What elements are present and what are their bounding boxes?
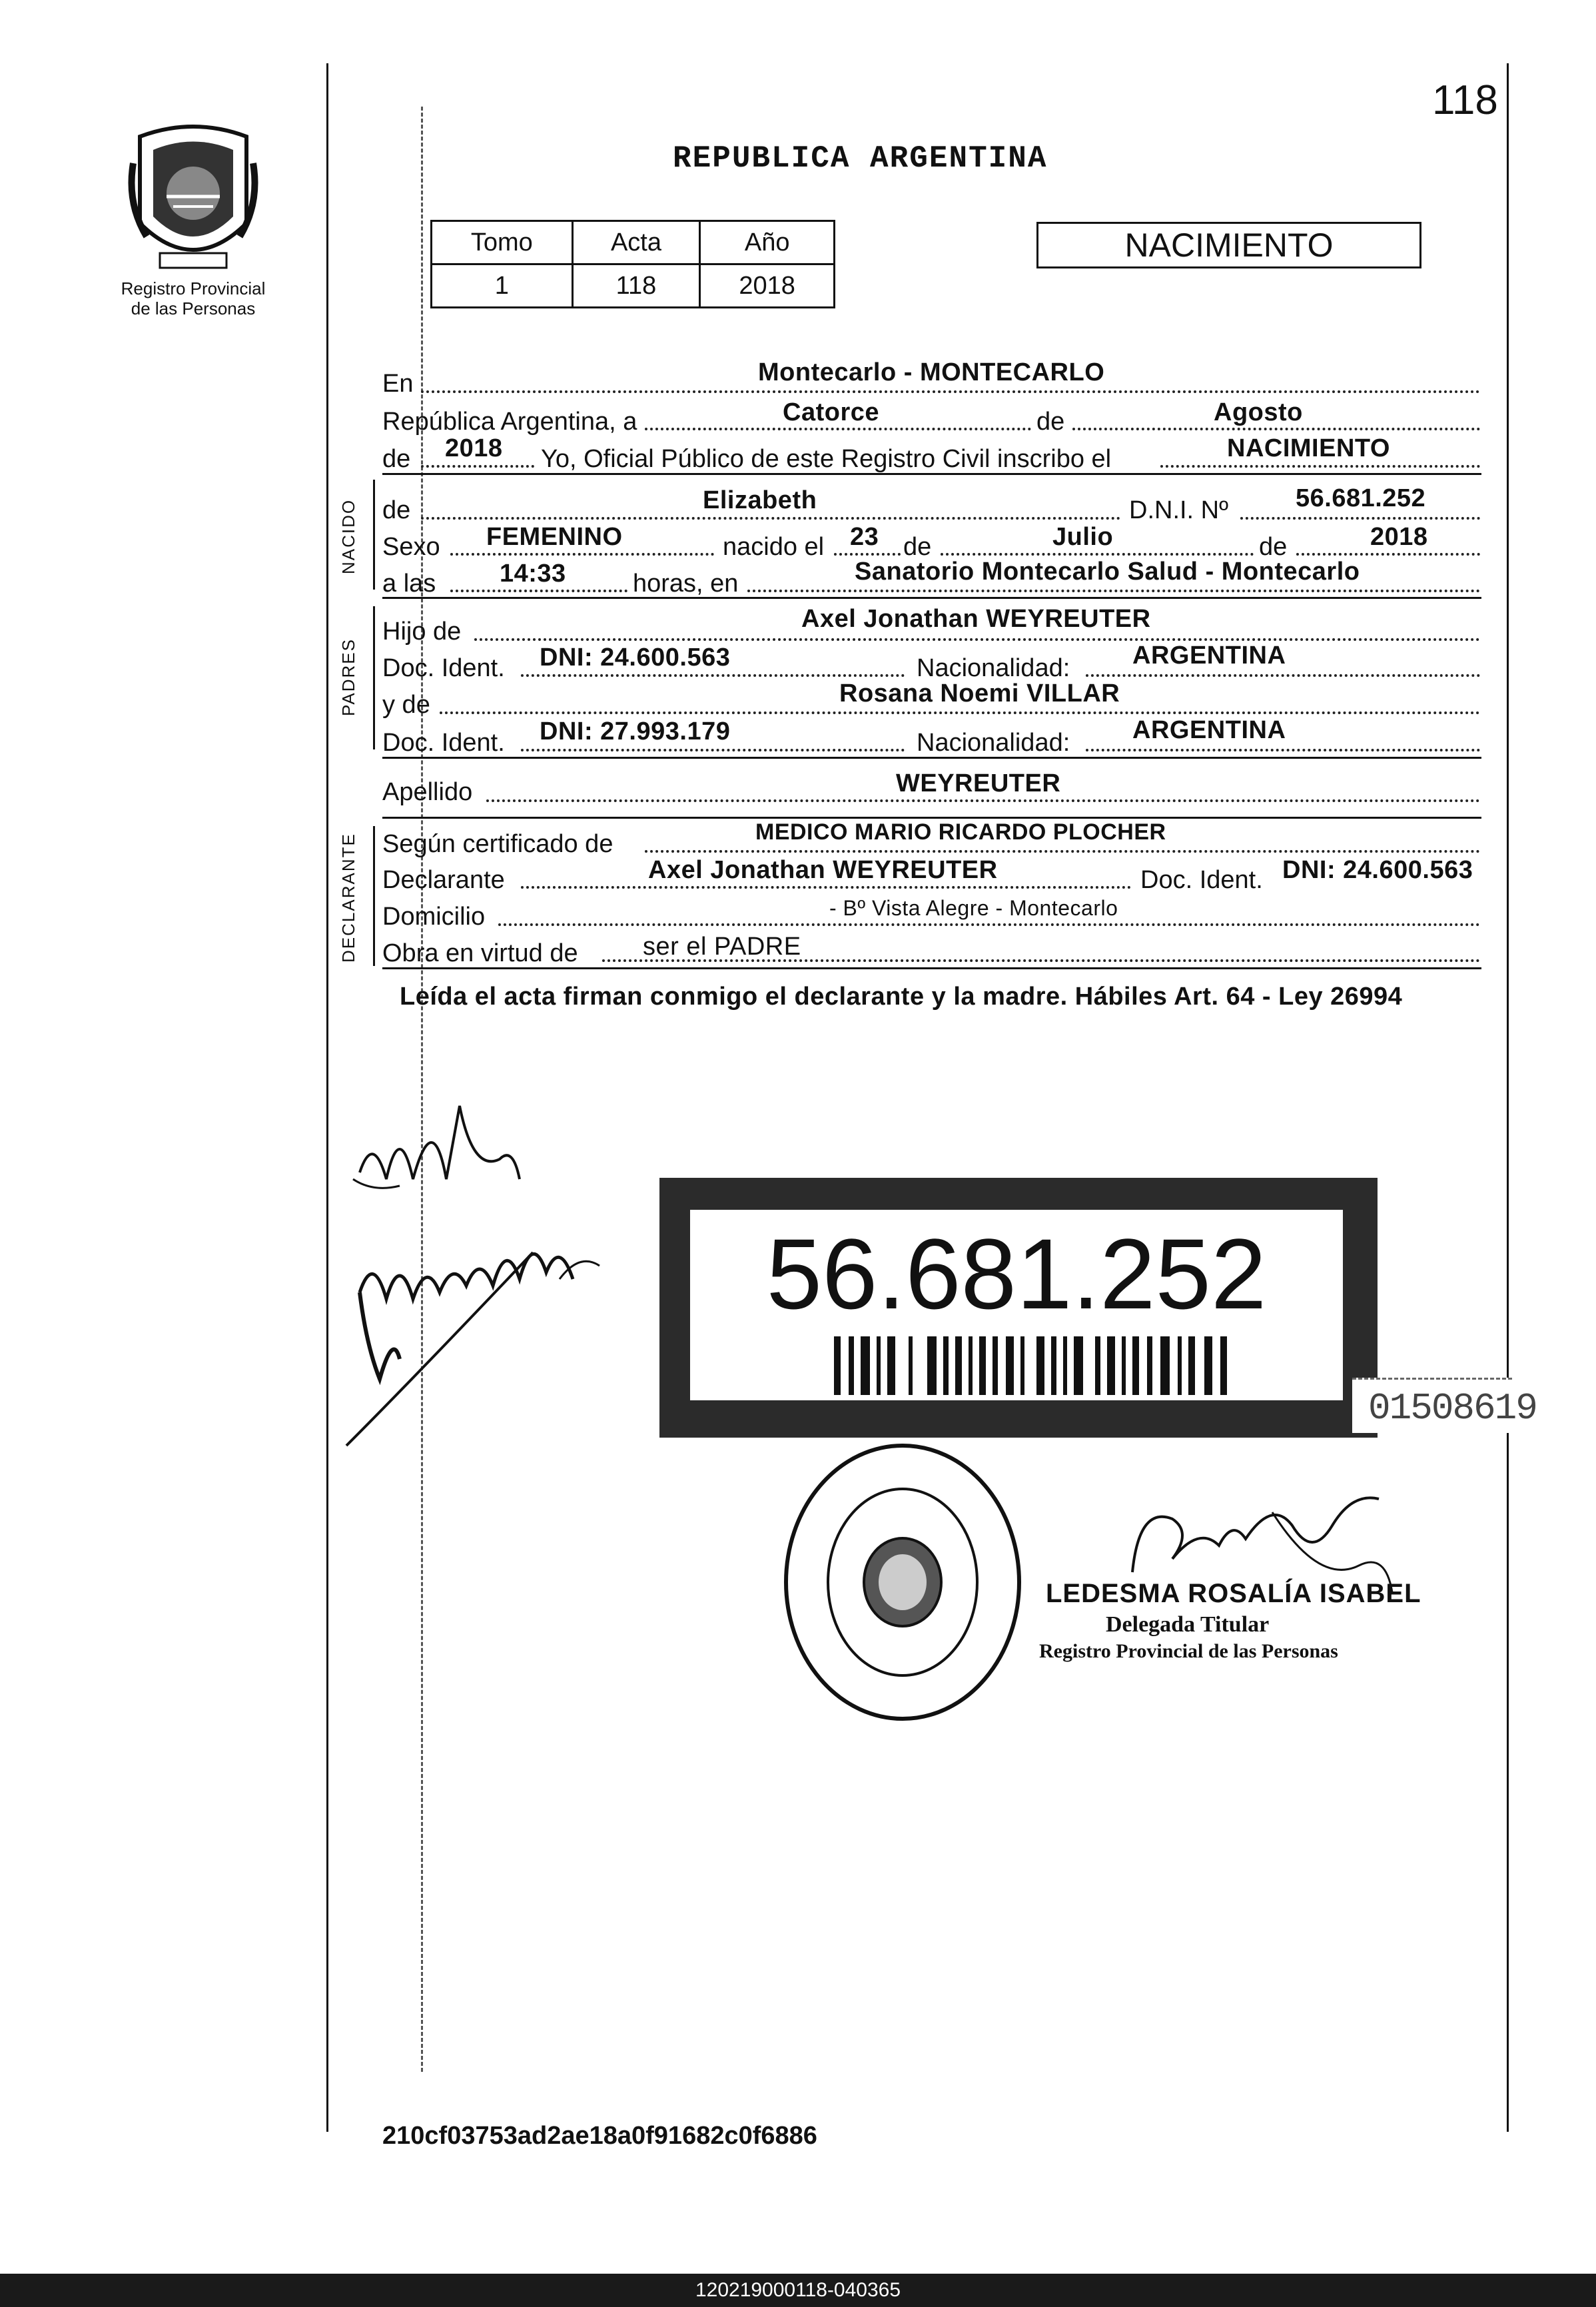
section-padres-label: PADRES xyxy=(338,638,358,716)
barcode xyxy=(834,1336,1234,1395)
madre-dots xyxy=(440,711,1480,714)
padre-nac-value: ARGENTINA xyxy=(1132,642,1286,670)
nacido-de-label-3: de xyxy=(1259,533,1288,561)
domicilio-dots xyxy=(498,923,1480,926)
oficial-label: Yo, Oficial Público de este Registro Civil inscribo el xyxy=(541,445,1112,473)
official-org: Registro Provincial de las Personas xyxy=(1039,1640,1338,1662)
year-value: 2018 xyxy=(445,434,503,462)
apellido-value: WEYREUTER xyxy=(896,769,1061,797)
obra-label: Obra en virtud de xyxy=(382,939,578,967)
signature-left-bottom xyxy=(333,1212,613,1466)
section-declarante-label: DECLARANTE xyxy=(338,833,358,963)
padre-doc-value: DNI: 24.600.563 xyxy=(540,644,731,672)
padre-doc-label: Doc. Ident. xyxy=(382,654,505,682)
dni-security-label xyxy=(659,1178,1378,1438)
separator-3 xyxy=(382,757,1481,759)
certificado-value: MEDICO MARIO RICARDO PLOCHER xyxy=(755,819,1166,845)
lugar-value: Sanatorio Montecarlo Salud - Montecarlo xyxy=(855,558,1360,586)
declarante-bracket xyxy=(373,826,375,966)
record-table-header xyxy=(432,221,835,264)
inscribo-value: NACIMIENTO xyxy=(1227,434,1390,462)
republica-label: República Argentina, a xyxy=(382,408,637,436)
provincia-misiones-logo xyxy=(127,123,260,283)
sexo-value: FEMENINO xyxy=(486,523,623,551)
nacido-de-label: de xyxy=(382,496,411,524)
en-label: En xyxy=(382,370,414,398)
day-dots xyxy=(645,428,1031,430)
year-dots xyxy=(421,465,534,468)
madre-doc-dots xyxy=(521,749,905,751)
domicilio-label: Domicilio xyxy=(382,903,486,931)
official-name: LEDESMA ROSALÍA ISABEL xyxy=(1046,1579,1421,1608)
madre-nac-value: ARGENTINA xyxy=(1132,716,1286,744)
apellido-label: Apellido xyxy=(382,778,473,806)
domicilio-value: - Bº Vista Alegre - Montecarlo xyxy=(829,896,1118,920)
madre-nac-dots xyxy=(1086,749,1480,751)
inscribo-dots xyxy=(1160,465,1480,468)
nacido-bracket xyxy=(373,480,375,590)
alas-label: a las xyxy=(382,570,436,598)
en-dots xyxy=(421,390,1480,393)
y-de-label: y de xyxy=(382,691,430,719)
nacido-el-label: nacido el xyxy=(723,533,825,561)
act-note: Leída el acta firman conmigo el declarante y la madre. Hábiles Art. 64 - Ley 26994 xyxy=(400,983,1403,1011)
obra-value: ser el PADRE xyxy=(643,933,801,961)
month-dots xyxy=(1072,428,1480,430)
act-type-box: NACIMIENTO xyxy=(1036,222,1421,268)
hora-value: 14:33 xyxy=(500,560,566,588)
nacido-de-label-2: de xyxy=(903,533,932,561)
declarante-dots xyxy=(521,886,1131,889)
hijo-de-label: Hijo de xyxy=(382,618,462,646)
section-nacido-label: NACIDO xyxy=(338,498,358,574)
padre-dots xyxy=(474,638,1480,641)
header-acta: Acta xyxy=(572,221,700,264)
logo-caption: Registro Provincial de las Personas xyxy=(121,278,266,318)
separator-4 xyxy=(382,817,1481,819)
official-role: Delegada Titular xyxy=(1106,1612,1270,1637)
declarante-doc-label: Doc. Ident. xyxy=(1140,866,1263,894)
declarante-value: Axel Jonathan WEYREUTER xyxy=(648,856,998,884)
dni-security-number: 56.681.252 xyxy=(766,1218,1267,1330)
value-acta: 118 xyxy=(572,264,700,308)
dni-value: 56.681.252 xyxy=(1296,484,1426,512)
header-tomo: Tomo xyxy=(432,221,573,264)
madre-doc-label: Doc. Ident. xyxy=(382,729,505,757)
dia-dots xyxy=(834,553,901,556)
dni-label-inner xyxy=(690,1210,1343,1400)
anio-value: 2018 xyxy=(1370,523,1428,551)
dni-label: D.N.I. Nº xyxy=(1129,496,1228,524)
value-anio: 2018 xyxy=(700,264,835,308)
header-anio: Año xyxy=(700,221,835,264)
madre-nac-label: Nacionalidad: xyxy=(917,729,1070,757)
separator-2 xyxy=(382,597,1481,599)
hora-dots xyxy=(450,590,627,592)
padre-value: Axel Jonathan WEYREUTER xyxy=(801,605,1151,633)
declarante-label: Declarante xyxy=(382,866,505,894)
de-label: de xyxy=(1036,408,1065,436)
mes-dots xyxy=(941,553,1254,556)
footer-code: 120219000118-040365 xyxy=(0,2274,1596,2307)
dni-dots xyxy=(1240,517,1480,520)
padre-nac-dots xyxy=(1086,674,1480,677)
nombre-value: Elizabeth xyxy=(703,486,817,514)
separator-1 xyxy=(382,473,1481,475)
signature-left-top xyxy=(346,1079,533,1206)
right-margin-line xyxy=(1507,63,1509,2132)
control-number: 01508619 xyxy=(1368,1387,1537,1430)
padre-nac-label: Nacionalidad: xyxy=(917,654,1070,682)
horas-en-label: horas, en xyxy=(633,570,739,598)
value-tomo: 1 xyxy=(432,264,573,308)
certificado-dots xyxy=(645,850,1480,853)
anio-dots xyxy=(1296,553,1480,556)
lugar-dots xyxy=(747,590,1480,592)
padre-doc-dots xyxy=(521,674,905,677)
madre-doc-value: DNI: 27.993.179 xyxy=(540,717,731,745)
padres-bracket xyxy=(373,606,375,749)
en-value: Montecarlo - MONTECARLO xyxy=(758,358,1105,386)
month-value: Agosto xyxy=(1214,398,1303,426)
dia-value: 23 xyxy=(850,523,879,551)
separator-5 xyxy=(382,967,1481,969)
official-seal xyxy=(779,1439,1026,1725)
apellido-dots xyxy=(486,799,1480,802)
certificado-label: Según certificado de xyxy=(382,830,613,858)
record-table-values xyxy=(432,264,835,308)
day-value: Catorce xyxy=(783,398,879,426)
document-hash: 210cf03753ad2ae18a0f91682c0f6886 xyxy=(382,2122,817,2150)
page-number: 118 xyxy=(1432,77,1498,123)
record-table xyxy=(430,220,835,308)
madre-value: Rosana Noemi VILLAR xyxy=(839,680,1120,707)
sexo-dots xyxy=(450,553,714,556)
de2-label: de xyxy=(382,445,411,473)
sexo-label: Sexo xyxy=(382,533,440,561)
left-margin-line xyxy=(326,63,328,2132)
declarante-doc-value: DNI: 24.600.563 xyxy=(1282,856,1473,884)
page-title: REPUBLICA ARGENTINA xyxy=(673,141,1048,176)
nombre-dots xyxy=(421,517,1120,520)
mes-value: Julio xyxy=(1052,523,1114,551)
